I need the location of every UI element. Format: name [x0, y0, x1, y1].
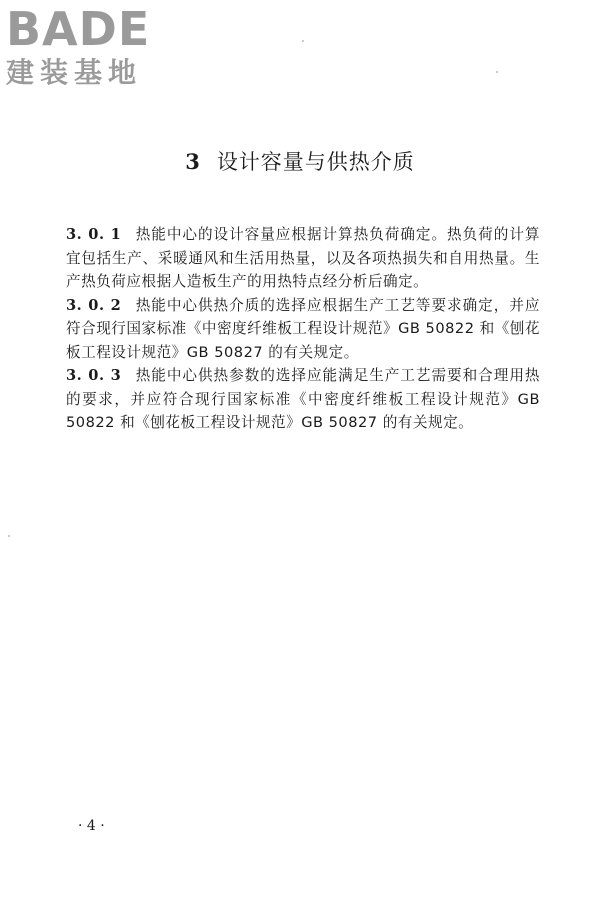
logo-wordmark: BADE	[6, 2, 151, 56]
scan-speck	[8, 535, 10, 537]
clause-3-0-3	[66, 364, 540, 435]
clause-text: 热能中心供热参数的选择应能满足生产工艺需要和合理用热的要求，并应符合现行国家标准《中密度纤维板工程设计规范》GB 50822 和《刨花板工程设计规范》GB 50827 的有关规定。	[66, 367, 540, 431]
clause-text: 热能中心供热介质的选择应根据生产工艺等要求确定，并应符合现行国家标准《中密度纤维板工程设计规范》GB 50822 和《刨花板工程设计规范》GB 50827 的有关规定。	[66, 296, 540, 361]
clause-3-0-2	[66, 294, 540, 365]
clause-number: 3. 0. 2	[66, 296, 122, 314]
brand-logo	[6, 4, 176, 90]
chapter-heading	[0, 146, 600, 176]
scan-speck	[496, 71, 498, 73]
page-number: · 4 ·	[78, 818, 105, 834]
scan-speck	[302, 40, 304, 42]
clause-text: 热能中心的设计容量应根据计算热负荷确定。热负荷的计算宜包括生产、采暖通风和生活用热量，以及各项热损失和自用热量。生产热负荷应根据人造板生产的用热特点经分析后确定。	[66, 226, 540, 290]
clause-number: 3. 0. 3	[66, 367, 122, 384]
clause-3-0-1	[66, 223, 540, 294]
chapter-number: 3	[185, 149, 201, 174]
logo-subtitle: 建装基地	[6, 56, 143, 89]
clause-list	[66, 223, 540, 435]
chapter-title-text: 设计容量与供热介质	[216, 150, 415, 174]
clause-number: 3. 0. 1	[66, 226, 122, 243]
